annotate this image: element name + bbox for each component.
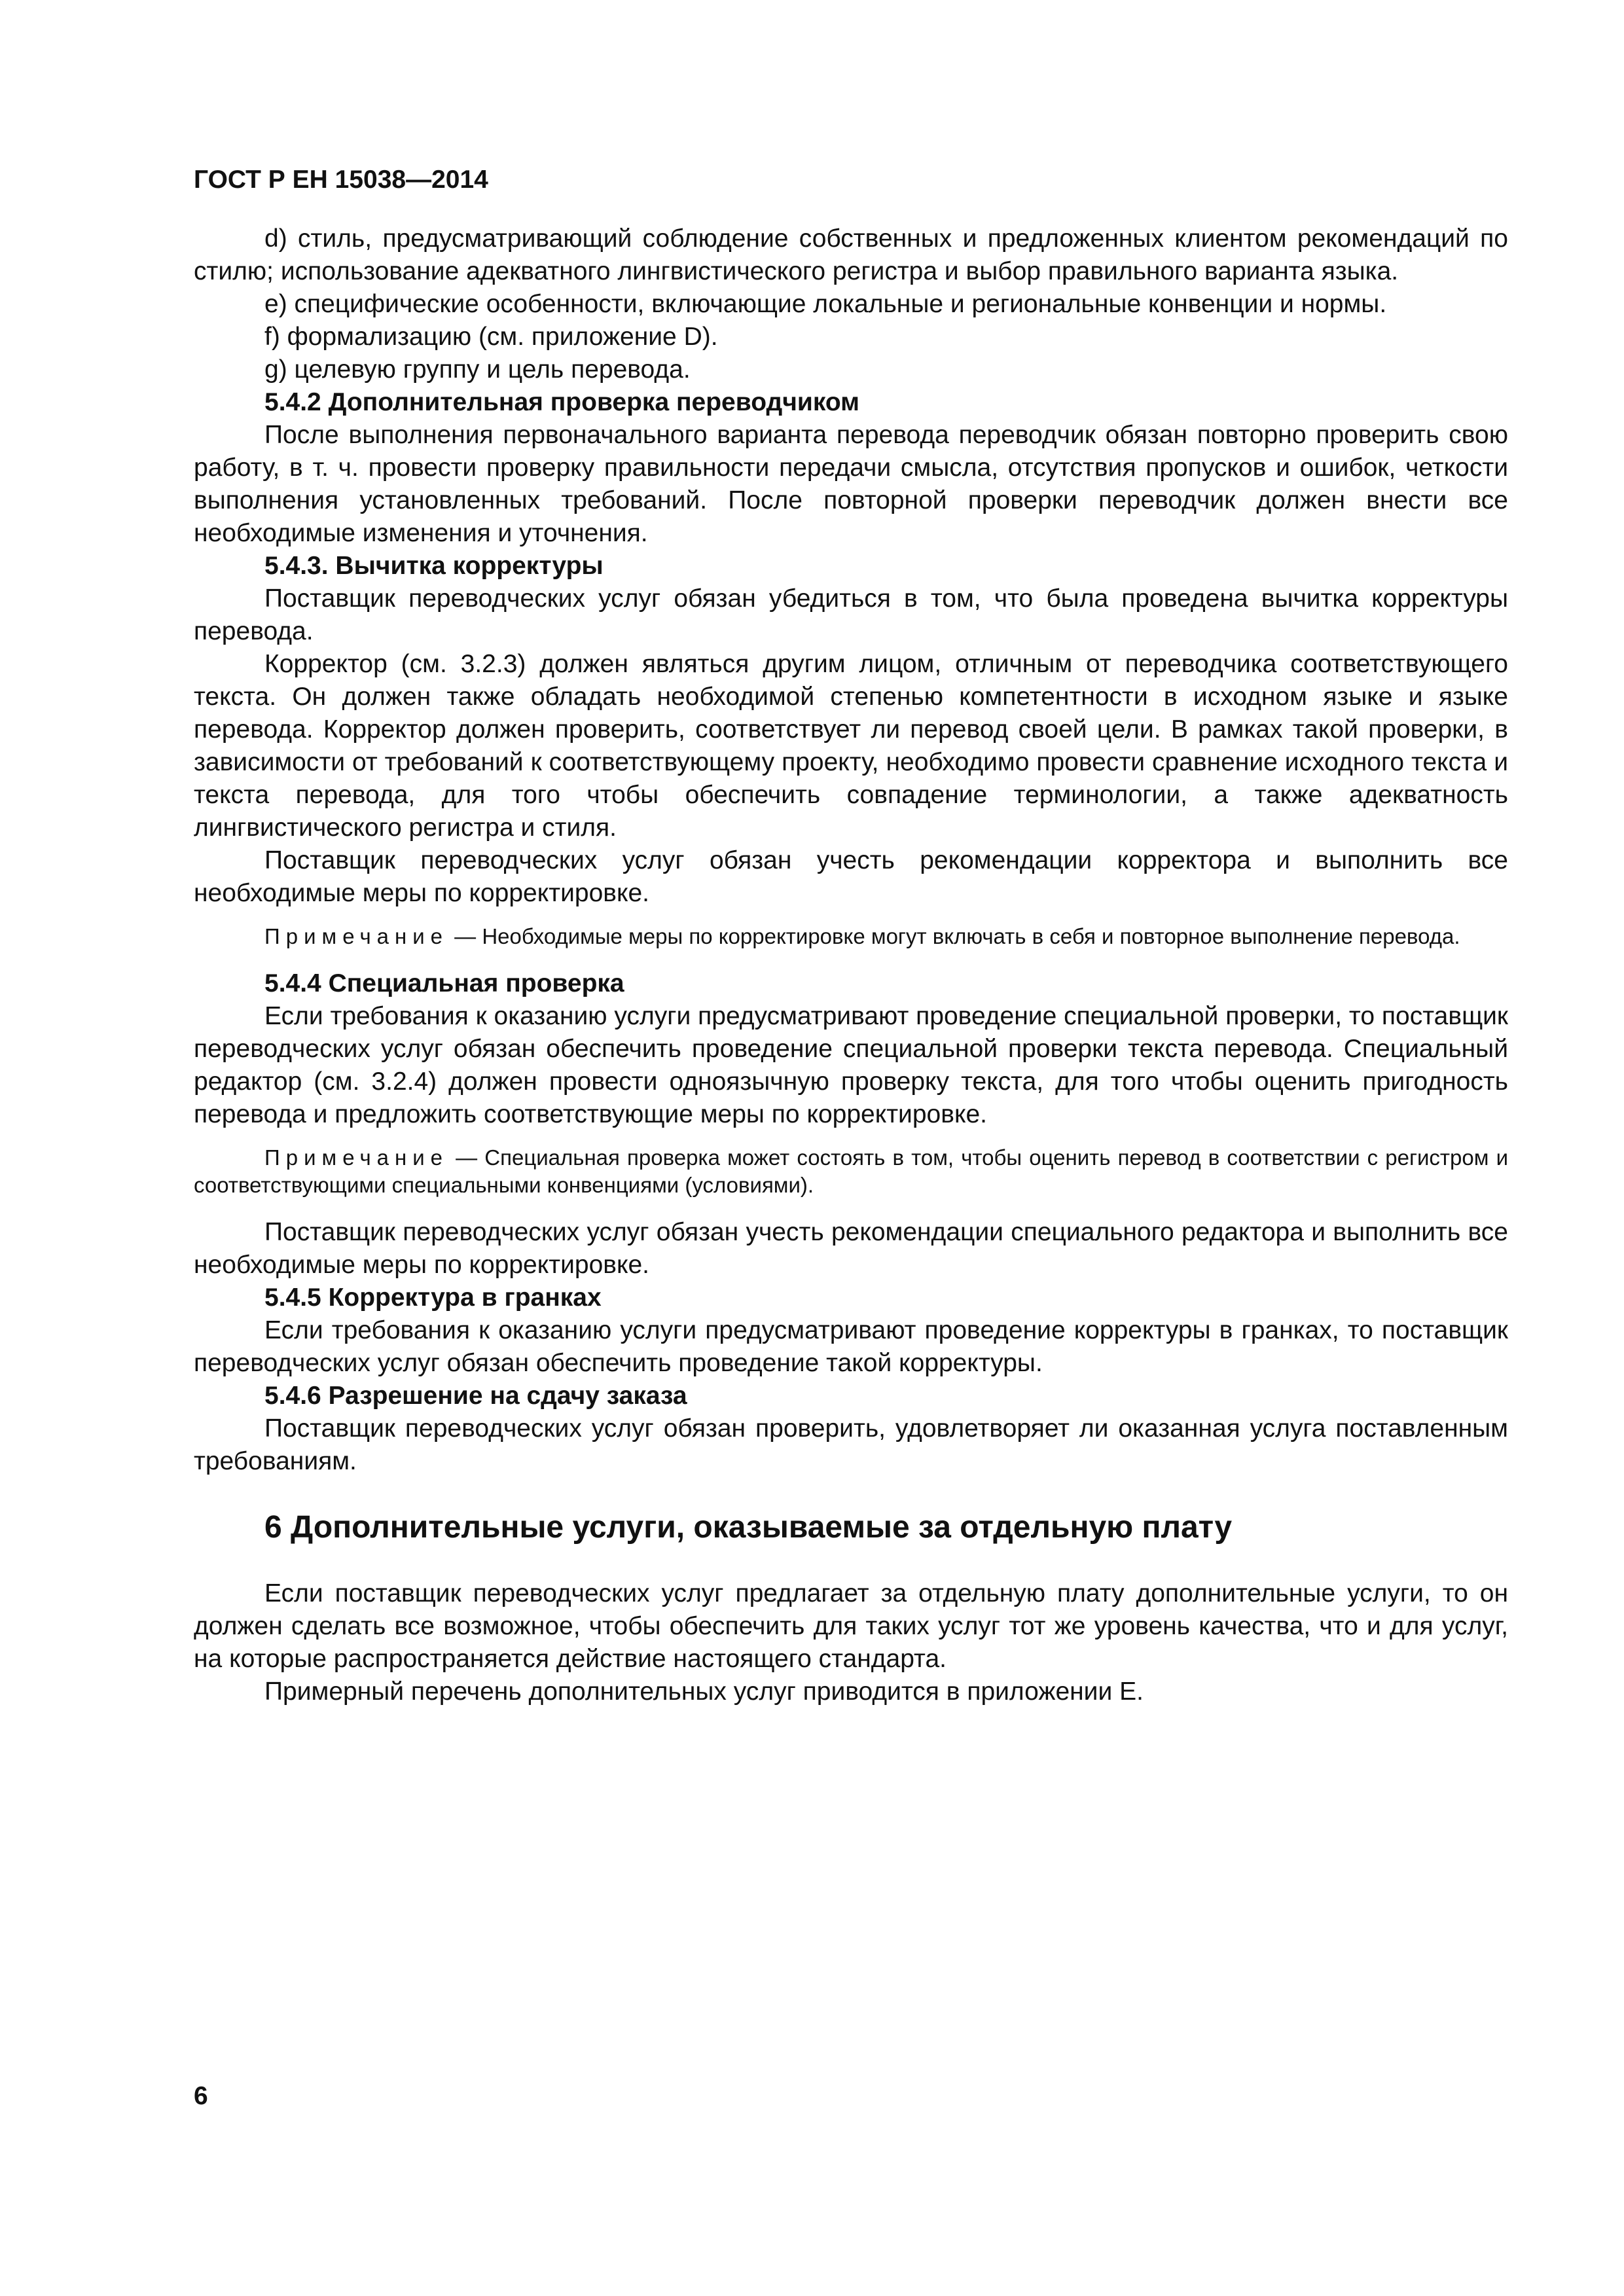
list-item-g: g) целевую группу и цель перевода. [264, 355, 691, 384]
section-5-4-2-title: 5.4.2 Дополнительная проверка переводчиком [264, 388, 860, 416]
section-6-paragraph-2: Примерный перечень дополнительных услуг приводится в приложении Е. [264, 1677, 1144, 1706]
section-5-4-3-title: 5.4.3. Вычитка корректуры [264, 552, 604, 580]
section-5-4-5-paragraph: Если требования к оказанию услуги предусматривают проведение корректуры в гранках, то поставщик переводческих услуг обязан обеспечить проведение такой корректуры. [194, 1316, 1508, 1377]
section-5-4-6-paragraph: Поставщик переводческих услуг обязан проверить, удовлетворяет ли оказанная услуга поставленным требованиям. [194, 1414, 1508, 1475]
section-5-4-3-paragraph-3: Поставщик переводческих услуг обязан учесть рекомендации корректора и выполнить все необходимые меры по корректировке. [194, 846, 1508, 907]
section-5-4-6-title: 5.4.6 Разрешение на сдачу заказа [264, 1382, 687, 1410]
list-item-e: е) специфические особенности, включающие локальные и региональные конвенции и нормы. [264, 290, 1387, 318]
section-5-4-4-paragraph-2: Поставщик переводческих услуг обязан учесть рекомендации специального редактора и выполнить все необходимые меры по корректировке. [194, 1218, 1508, 1279]
note-label: Примечание [264, 1145, 449, 1170]
section-5-4-3-paragraph-1: Поставщик переводческих услуг обязан убедиться в том, что была проведена вычитка корректуры перевода. [194, 584, 1508, 645]
section-5-4-5-title: 5.4.5 Корректура в гранках [264, 1283, 602, 1312]
section-5-4-4-paragraph-1: Если требования к оказанию услуги предусматривают проведение специальной проверки, то поставщик переводческих услуг обязан обеспечить проведение специальной проверки текста перевода. Специальный редактор (см. 3.2.4) должен провести одноязычную проверку текста, для того чтобы оценить пригодность перевода и предложить соответствующие меры по корректировке. [194, 1002, 1508, 1128]
section-5-4-3-paragraph-2: Корректор (см. 3.2.3) должен являться другим лицом, отличным от переводчика соответствующего текста. Он должен также обладать необходимой степенью компетентности в исходном языке и языке перевода. Корректор должен проверить, соответствует ли перевод своей цели. В рамках такой проверки, в зависимости от требований к соответствующему проекту, необходимо провести сравнение исходного текста и текста перевода, для того чтобы обеспечить совпадение терминологии, а также адекватность лингвистического регистра и стиля. [194, 650, 1508, 842]
section-5-4-4-title: 5.4.4 Специальная проверка [264, 969, 624, 997]
page-number: 6 [194, 2082, 208, 2110]
note-label: Примечание [264, 924, 449, 948]
list-item-f: f) формализацию (см. приложение D). [264, 323, 718, 351]
document-page [194, 164, 1508, 1708]
section-5-4-3-note [194, 923, 1508, 950]
document-header: ГОСТ Р ЕН 15038—2014 [194, 166, 488, 194]
section-6-paragraph-1: Если поставщик переводческих услуг предлагает за отдельную плату дополнительные услуги, то он должен сделать все возможное, чтобы обеспечить для таких услуг тот же уровень качества, что и для услуг, на которые распространяется действие настоящего стандарта. [194, 1579, 1508, 1673]
note-text: — Специальная проверка может состоять в том, чтобы оценить перевод в соответствии с регистром и соответствующими специальными конвенциями (условиями). [194, 1145, 1508, 1197]
section-6-heading: 6 Дополнительные услуги, оказываемые за отдельную плату [264, 1510, 1233, 1545]
list-item-d: d) стиль, предусматривающий соблюдение собственных и предложенных клиентом рекомендаций по стилю; использование адекватного лингвистического регистра и выбор правильного варианта языка. [194, 224, 1508, 285]
section-5-4-4-note [194, 1144, 1508, 1199]
note-text: — Необходимые меры по корректировке могут включать в себя и повторное выполнение перевода. [448, 924, 1460, 948]
section-5-4-2-paragraph: После выполнения первоначального варианта перевода переводчик обязан повторно проверить свою работу, в т. ч. провести проверку правильности передачи смысла, отсутствия пропусков и ошибок, четкости выполнения установленных требований. После повторной проверки переводчик должен внести все необходимые изменения и уточнения. [194, 421, 1508, 547]
